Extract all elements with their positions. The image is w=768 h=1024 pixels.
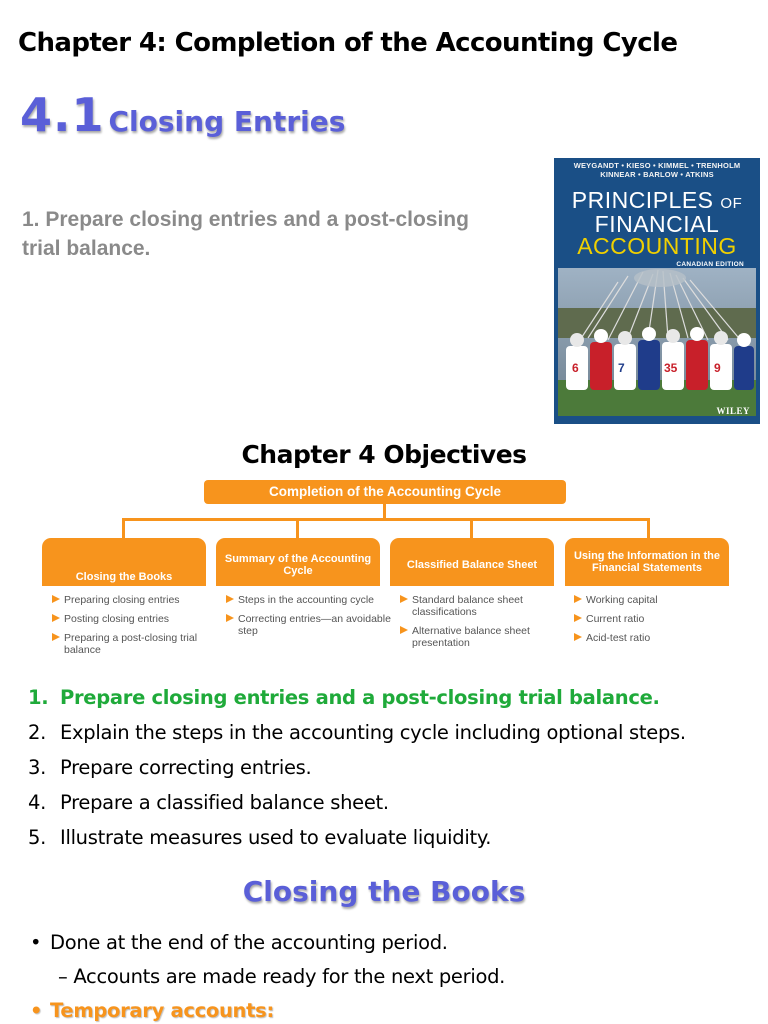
list-item-text: Alternative balance sheet presentation <box>412 625 530 649</box>
list-item-text: Preparing a post-closing trial balance <box>64 632 198 656</box>
book-edition: CANADIAN EDITION <box>676 261 744 268</box>
arrow-right-icon <box>574 633 582 641</box>
section-title: Closing Entries <box>108 105 346 138</box>
objective-text: Prepare a classified balance sheet. <box>60 791 389 814</box>
book-title-line2: FINANCIAL <box>594 211 720 237</box>
arrow-right-icon <box>226 595 234 603</box>
topic-closing-books: Closing the Books <box>42 538 206 586</box>
list-item-text: Current ratio <box>586 613 645 625</box>
objective-item-3 <box>28 750 686 785</box>
list-item-text: Working capital <box>586 594 658 606</box>
arrow-right-icon <box>52 614 60 622</box>
topic-summary-cycle: Summary of the Accounting Cycle <box>216 538 380 586</box>
objective-number: 3. <box>28 756 47 779</box>
list-item-text: Acid-test ratio <box>586 632 651 644</box>
book-publisher: WILEY <box>716 406 750 416</box>
book-title-of: OF <box>720 195 743 212</box>
bullet-dot-icon: • <box>30 999 43 1022</box>
book-authors-line2: KINNEAR • BARLOW • ATKINS <box>600 170 714 179</box>
objective-text: Illustrate measures used to evaluate liquidity. <box>60 826 492 849</box>
connector-drop-4 <box>647 518 650 538</box>
chapter-title: Chapter 4: Completion of the Accounting Cycle <box>18 28 678 58</box>
connector-drop-1 <box>122 518 125 538</box>
bullet-item-temporary-accounts <box>30 994 505 1024</box>
bullet-text: Temporary accounts: <box>50 999 274 1022</box>
list-item <box>52 632 217 656</box>
list-item-text: Steps in the accounting cycle <box>238 594 374 606</box>
intro-objective: 1. Prepare closing entries and a post-closing trial balance. <box>22 208 469 260</box>
closing-books-bullets <box>30 926 505 1024</box>
topic-summary-cycle-list <box>226 594 391 644</box>
list-item <box>52 613 217 625</box>
objective-item-1 <box>28 680 686 715</box>
list-item <box>52 594 217 606</box>
book-cover <box>554 158 760 424</box>
arrow-right-icon <box>574 614 582 622</box>
arrow-right-icon <box>52 595 60 603</box>
objectives-list <box>28 680 686 855</box>
objective-number: 4. <box>28 791 47 814</box>
topic-classified-balance-sheet: Classified Balance Sheet <box>390 538 554 586</box>
objective-text: Prepare correcting entries. <box>60 756 312 779</box>
list-item <box>574 594 724 606</box>
objective-number: 1. <box>28 686 49 709</box>
svg-text:6: 6 <box>572 361 579 375</box>
connector-bar <box>122 518 650 521</box>
book-title-principles: PRINCIPLES <box>571 187 714 213</box>
book-authors <box>554 161 760 179</box>
svg-text:35: 35 <box>664 361 678 375</box>
list-item <box>400 594 550 618</box>
arrow-right-icon <box>400 626 408 634</box>
arrow-right-icon <box>226 614 234 622</box>
objective-item-2 <box>28 715 686 750</box>
list-item <box>226 594 391 606</box>
book-authors-line1: WEYGANDT • KIESO • KIMMEL • TRENHOLM <box>573 161 741 170</box>
objective-item-4 <box>28 785 686 820</box>
topic-using-information-list <box>574 594 724 651</box>
bullet-item <box>30 926 505 960</box>
connector-drop-2 <box>296 518 299 538</box>
section-heading <box>20 88 345 142</box>
objectives-heading: Chapter 4 Objectives <box>241 440 527 469</box>
sub-bullet-item: – Accounts are made ready for the next period. <box>58 965 506 988</box>
list-item-text: Preparing closing entries <box>64 594 180 606</box>
objective-text: Prepare closing entries and a post-closing trial balance. <box>60 686 660 709</box>
topic-using-information: Using the Information in the Financial Statements <box>565 538 729 586</box>
svg-text:7: 7 <box>618 361 625 375</box>
arrow-right-icon <box>52 633 60 641</box>
bullet-text: Done at the end of the accounting period. <box>50 931 448 954</box>
topic-closing-books-list <box>52 594 217 663</box>
list-item-text: Correcting entries—an avoidable step <box>238 613 391 637</box>
connector-drop-3 <box>470 518 473 538</box>
list-item <box>226 613 391 637</box>
list-item <box>574 632 724 644</box>
arrow-right-icon <box>574 595 582 603</box>
list-item <box>400 625 550 649</box>
lacrosse-team-photo-icon <box>558 268 756 416</box>
cycle-banner: Completion of the Accounting Cycle <box>204 480 566 504</box>
list-item-text: Posting closing entries <box>64 613 170 625</box>
list-item-text: Standard balance sheet classifications <box>412 594 523 618</box>
objective-text: Explain the steps in the accounting cycle including optional steps. <box>60 721 686 744</box>
book-title-line3: ACCOUNTING <box>577 233 737 259</box>
topic-classified-balance-sheet-list <box>400 594 550 656</box>
arrow-right-icon <box>400 595 408 603</box>
objective-number: 2. <box>28 721 47 744</box>
closing-books-heading: Closing the Books <box>242 875 526 908</box>
section-number: 4.1 <box>20 88 105 142</box>
bullet-dot-icon: • <box>30 931 42 954</box>
list-item <box>574 613 724 625</box>
objective-item-5 <box>28 820 686 855</box>
svg-text:9: 9 <box>714 361 721 375</box>
objective-number: 5. <box>28 826 47 849</box>
